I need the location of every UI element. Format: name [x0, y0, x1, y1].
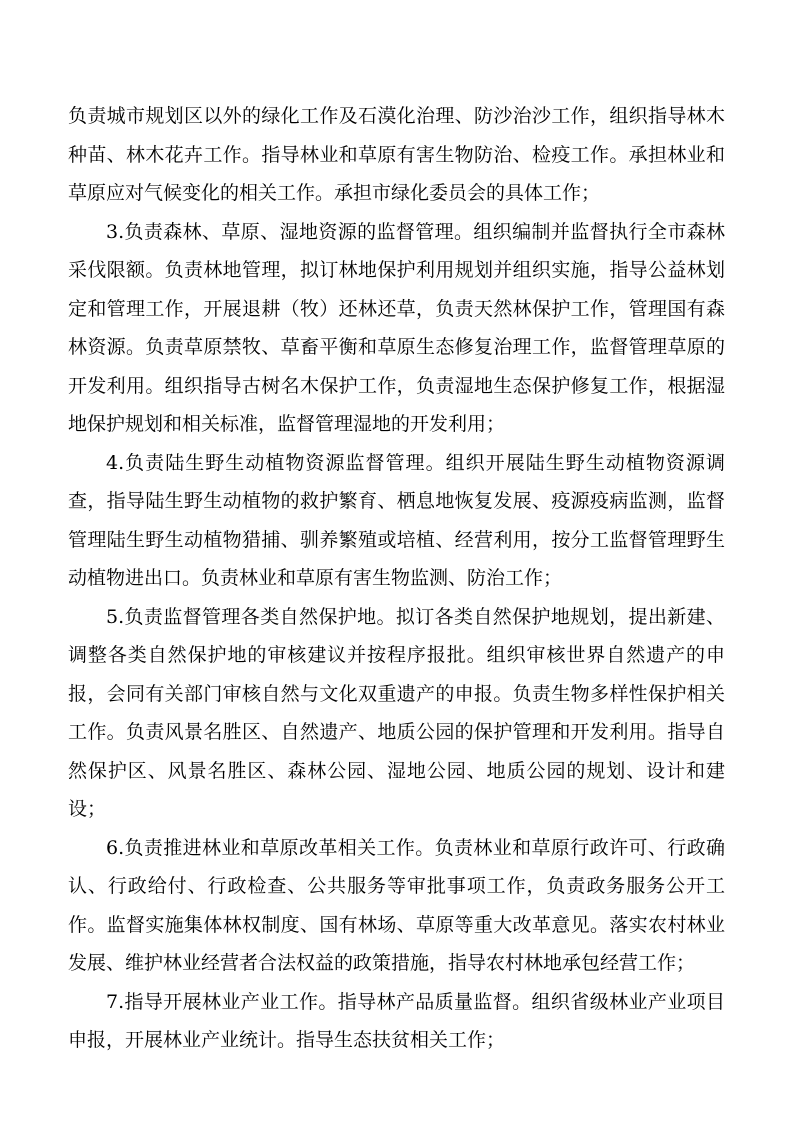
paragraph-item-5: 5.负责监督管理各类自然保护地。拟订各类自然保护地规划，提出新建、调整各类自然保护地的审核建议并按程序报批。组织审核世界自然遗产的申报，会同有关部门审核自然与文化双重遗产的申报。负责生物多样性保护相关工作。负责风景名胜区、自然遗产、地质公园的保护管理和开发利用。指导自然保护区、风景名胜区、森林公园、湿地公园、地质公园的规划、设计和建设；: [68, 605, 725, 820]
paragraph-continuation: 负责城市规划区以外的绿化工作及石漠化治理、防沙治沙工作，组织指导林木种苗、林木花卉工作。指导林业和草原有害生物防治、检疫工作。承担林业和草原应对气候变化的相关工作。承担市绿化委员会的具体工作；: [68, 105, 725, 204]
paragraph-item-7: 7.指导开展林业产业工作。指导林产品质量监督。组织省级林业产业项目申报，开展林业产业统计。指导生态扶贫相关工作；: [68, 990, 725, 1051]
paragraph-item-3: 3.负责森林、草原、湿地资源的监督管理。组织编制并监督执行全市森林采伐限额。负责林地管理，拟订林地保护利用规划并组织实施，指导公益林划定和管理工作，开展退耕（牧）还林还草，负责天然林保护工作，管理国有森林资源。负责草原禁牧、草畜平衡和草原生态修复治理工作，监督管理草原的开发利用。组织指导古树名木保护工作，负责湿地生态保护修复工作，根据湿地保护规划和相关标准，监督管理湿地的开发利用；: [68, 220, 725, 435]
paragraph-item-6: 6.负责推进林业和草原改革相关工作。负责林业和草原行政许可、行政确认、行政给付、行政检查、公共服务等审批事项工作，负责政务服务公开工作。监督实施集体林权制度、国有林场、草原等重大改革意见。落实农村林业发展、维护林业经营者合法权益的政策措施，指导农村林地承包经营工作；: [68, 836, 725, 974]
paragraph-item-4: 4.负责陆生野生动植物资源监督管理。组织开展陆生野生动植物资源调查，指导陆生野生动植物的救护繁育、栖息地恢复发展、疫源疫病监测，监督管理陆生野生动植物猎捕、驯养繁殖或培植、经营利用，按分工监督管理野生动植物进出口。负责林业和草原有害生物监测、防治工作；: [68, 451, 725, 589]
